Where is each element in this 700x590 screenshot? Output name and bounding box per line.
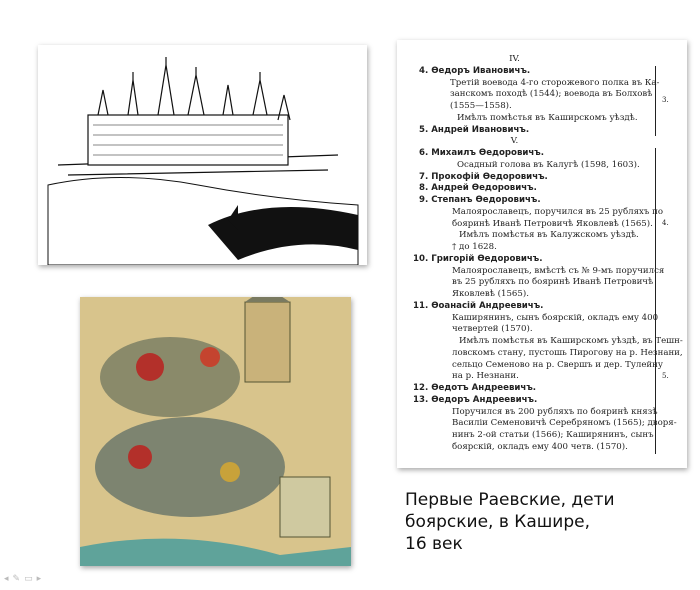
section-heading: V. bbox=[510, 136, 519, 147]
slideshow-toolbar[interactable] bbox=[4, 574, 45, 584]
entry-text: Каширянинъ, сынъ боярскій, окладъ ему 400 bbox=[452, 312, 659, 323]
entry-text: бояринѣ Иванѣ Петровичѣ Яковлевѣ (1565). bbox=[452, 218, 653, 229]
kremlin-engraving-image bbox=[38, 45, 367, 265]
person-name: 8. Андрей Ѳедоровичъ. bbox=[419, 183, 537, 194]
person-name: 9. Степанъ Ѳедоровичъ. bbox=[419, 195, 541, 205]
entry-text: Осадный голова въ Калугѣ (1598, 1603). bbox=[457, 159, 640, 170]
person-name: 13. Ѳедоръ Андреевичъ. bbox=[413, 394, 538, 405]
entry-text: четвертей (1570). bbox=[452, 324, 533, 335]
entry-text: Имѣлъ помѣстья въ Калужскомъ уѣздѣ. bbox=[459, 230, 639, 241]
entry-text: Имѣлъ помѣстья въ Каширскомъ уѣздѣ, въ Тешн- bbox=[459, 336, 683, 346]
entry-text: Яковлевѣ (1565). bbox=[452, 289, 529, 299]
person-name: 6. Михаилъ Ѳедоровичъ. bbox=[419, 148, 545, 158]
pen-icon[interactable]: ✎ bbox=[12, 574, 25, 584]
arrow-icon[interactable]: ◂ bbox=[4, 574, 13, 584]
entry-text: въ 25 рубляхъ по бояринѣ Иванѣ Петровичѣ bbox=[452, 277, 654, 288]
generation-bracket bbox=[655, 66, 659, 137]
next-icon[interactable]: ▸ bbox=[36, 574, 46, 584]
slide-caption bbox=[405, 489, 615, 555]
caption-line: боярские, в Кашире, bbox=[405, 512, 590, 532]
genealogy-document-page bbox=[397, 40, 687, 468]
entry-text: нинъ 2-ой статьи (1566); Каширянинъ, сынъ bbox=[452, 430, 654, 440]
generation-bracket bbox=[655, 148, 659, 301]
entry-text: на р. Незнани. bbox=[452, 371, 519, 382]
entry-text: Василіи Семеновичѣ Серебряномъ (1565); дворя- bbox=[452, 418, 677, 429]
generation-label: 4. bbox=[662, 219, 669, 228]
entry-text: (1555—1558). bbox=[450, 101, 512, 111]
entry-text: сельцо Семеново на р. Свершъ и дер. Тулейну bbox=[452, 359, 663, 370]
entry-text: Третій воевода 4-го сторожевого полка въ Ка- bbox=[450, 77, 660, 88]
entry-text: боярскій, окладъ ему 400 четв. (1570). bbox=[452, 441, 628, 452]
entry-text: † до 1628. bbox=[452, 242, 497, 252]
person-name: 7. Прокофій Ѳедоровичъ. bbox=[419, 171, 548, 182]
entry-text: Малоярославецъ, поручился въ 25 рубляхъ по bbox=[452, 206, 663, 217]
person-name: 11. Ѳоанасій Андреевичъ. bbox=[413, 300, 544, 311]
generation-bracket bbox=[655, 301, 659, 454]
generation-label: 5. bbox=[662, 372, 669, 381]
person-name: 5. Андрей Ивановичъ. bbox=[419, 124, 530, 135]
entry-text: занскомъ походѣ (1544); воевода въ Болховѣ bbox=[450, 89, 653, 100]
entry-text: Имѣлъ помѣстья въ Каширскомъ уѣздѣ. bbox=[457, 112, 638, 123]
entry-text: ловскомъ стану, пустошь Пирогову на р. Незнани, bbox=[452, 347, 683, 358]
entry-text: Малоярославецъ, вмѣстѣ съ № 9-мъ поручился bbox=[452, 265, 665, 276]
generation-label: 3. bbox=[662, 96, 669, 104]
caption-line: 16 век bbox=[405, 534, 463, 554]
person-name: 12. Ѳедотъ Андреевичъ. bbox=[413, 383, 537, 393]
person-name: 4. Ѳедоръ Ивановичъ. bbox=[419, 65, 531, 76]
entry-text: Поручился въ 200 рубляхъ по бояринѣ князѣ bbox=[452, 406, 658, 417]
caption-line: Первые Раевские, дети bbox=[405, 490, 615, 510]
menu-icon[interactable]: ▭ bbox=[24, 574, 37, 584]
section-heading: IV. bbox=[509, 54, 520, 64]
battle-miniature-image bbox=[80, 297, 351, 566]
person-name: 10. Григорій Ѳедоровичъ. bbox=[413, 253, 543, 264]
